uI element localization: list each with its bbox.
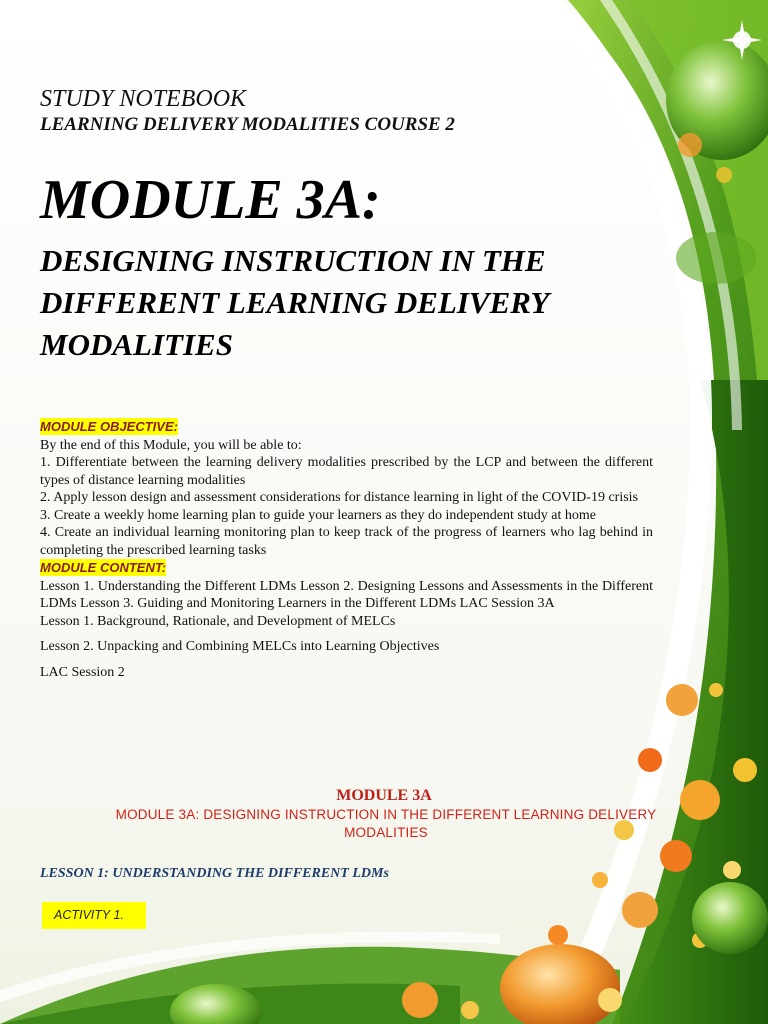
objective-item: 1. Differentiate between the learning delivery modalities prescribed by the LCP and between the different types of distance learning modalities: [40, 455, 653, 488]
section-module-full-title: MODULE 3A: DESIGNING INSTRUCTION IN THE DIFFERENT LEARNING DELIVERY MODALITIES: [115, 807, 657, 840]
objective-item: 4. Create an individual learning monitoring plan to keep track of the progress of learners who lag behind in completing the prescribed learning tasks: [40, 525, 653, 558]
module-objective-heading: MODULE OBJECTIVE:: [40, 419, 178, 434]
module-body: [40, 418, 653, 681]
activity-label: ACTIVITY 1.: [42, 902, 146, 929]
content-line: Lesson 1. Understanding the Different LDMs Lesson 2. Designing Lessons and Assessments in the Different LDMs Lesson 3. Guiding and Monitoring Learners in the Different LDMs LAC Session 3A: [40, 578, 653, 611]
objective-intro: By the end of this Module, you will be able to:: [40, 437, 302, 453]
module-subtitle: DESIGNING INSTRUCTION IN THE DIFFERENT LEARNING DELIVERY MODALITIES: [40, 243, 549, 362]
module-content-heading: MODULE CONTENT:: [40, 560, 167, 575]
objective-item: 3. Create a weekly home learning plan to guide your learners as they do independent study at home: [40, 507, 596, 523]
lesson-heading: LESSON 1: UNDERSTANDING THE DIFFERENT LDMs: [40, 866, 389, 881]
course-label: LEARNING DELIVERY MODALITIES COURSE 2: [40, 114, 455, 135]
content-line: Lesson 2. Unpacking and Combining MELCs into Learning Objectives: [40, 639, 440, 654]
section-module-label: MODULE 3A: [336, 787, 432, 804]
module-title: MODULE 3A:: [40, 169, 381, 231]
objective-item: 2. Apply lesson design and assessment considerations for distance learning in light of the COVID-19 crisis: [40, 490, 639, 505]
content-line: Lesson 1. Background, Rationale, and Development of MELCs: [40, 613, 396, 629]
study-notebook-label: STUDY NOTEBOOK: [40, 86, 247, 112]
content-line: LAC Session 2: [40, 664, 125, 680]
